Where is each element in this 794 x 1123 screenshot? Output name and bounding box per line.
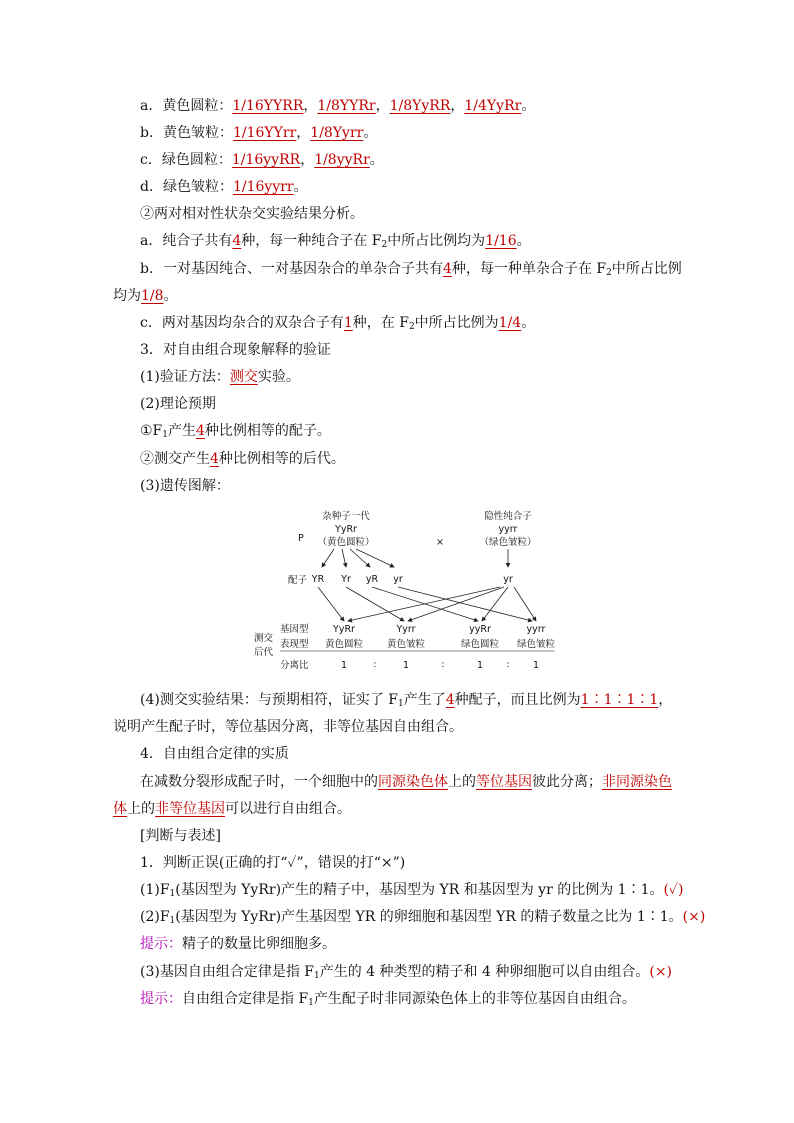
subscript: 1 xyxy=(162,430,168,440)
tip-label: 提示： xyxy=(140,991,182,1007)
subscript: 1 xyxy=(398,699,404,709)
prediction-gametes xyxy=(140,421,331,445)
text: c．两对基因均杂合的双杂合子有 xyxy=(140,315,344,331)
subscript: 1 xyxy=(169,889,176,899)
section-heading-verification: 3．对自由组合现象解释的验证 xyxy=(140,342,331,358)
punct: 。 xyxy=(521,315,536,331)
result-line xyxy=(140,690,672,714)
answer: 4 xyxy=(445,692,455,708)
text: 种，每一种纯合子在 F xyxy=(241,233,382,249)
subscript: 2 xyxy=(408,322,415,332)
text: (基因型为 YyRr)产生的精子中，基因型为 YR 和基因型为 yr 的比例为 1∶1。 xyxy=(175,882,664,898)
answer: 1/16yyrr xyxy=(232,179,294,195)
separator: ， xyxy=(375,98,390,114)
text: 中所占比例 xyxy=(611,261,682,277)
label: b．黄色皱粒： xyxy=(140,125,233,141)
answer: 1∶1∶1∶1 xyxy=(580,692,659,708)
paragraph-homozygous xyxy=(140,231,531,255)
punct: 。 xyxy=(521,98,536,114)
arrow xyxy=(350,549,370,567)
answer: 1/8 xyxy=(141,288,164,304)
answer: 1/16 xyxy=(485,233,517,249)
arrow xyxy=(482,587,508,621)
judge-mark: (✓) xyxy=(663,882,684,898)
answer: 测交 xyxy=(229,369,258,385)
row-phenotype-label: 表现型 xyxy=(280,639,309,650)
tip-text: 产生配子时非同源染色体上的非等位基因自由组合。 xyxy=(313,991,636,1007)
punct: 。 xyxy=(163,288,178,304)
offspring-ratio: 1 xyxy=(340,660,348,671)
text: (4)测交实验结果：与预期相符，证实了 F xyxy=(140,692,398,708)
tip-text: 自由组合定律是指 F xyxy=(182,991,309,1007)
arrow xyxy=(514,587,536,621)
row-genotype-label: 基因型 xyxy=(280,624,309,635)
line-green-round xyxy=(140,150,384,170)
side-label-testcross: 测交 xyxy=(254,633,274,644)
gamete-yr: yr xyxy=(393,574,403,585)
gamete-yR: yR xyxy=(365,574,379,585)
text: (2)F xyxy=(140,909,170,925)
text: 中所占比例为 xyxy=(414,315,499,331)
subscript: 1 xyxy=(308,998,314,1008)
judge-instruction: 1．判断正误(正确的打“✓”，错误的打“×”) xyxy=(140,855,406,871)
answer: 1/8YyRR xyxy=(389,98,451,114)
subscript: 2 xyxy=(606,268,612,278)
answer: 1/16YYRR xyxy=(232,98,304,114)
line-yellow-round xyxy=(140,96,535,116)
text: 上的 xyxy=(127,801,155,817)
paragraph-double-heterozygous xyxy=(140,313,535,337)
section-heading-essence: 4．自由组合定律的实质 xyxy=(140,746,289,762)
parent2-genotype: yyrr xyxy=(498,524,518,535)
ratio-separator: ∶ xyxy=(441,660,445,671)
parent1-title: 杂种子一代 xyxy=(322,511,370,522)
answer: 1/16YYrr xyxy=(232,125,297,141)
tip-1 xyxy=(140,934,336,954)
gamete-yr-recessive: yr xyxy=(503,574,513,585)
parent2-title: 隐性纯合子 xyxy=(484,511,532,522)
answer: 4 xyxy=(232,233,242,249)
answer: 4 xyxy=(210,451,219,467)
subscript: 1 xyxy=(314,971,320,981)
text: 可以进行自由组合。 xyxy=(225,801,351,817)
separator: ， xyxy=(300,152,315,168)
text: 在减数分裂形成配子时，一个细胞中的 xyxy=(140,774,378,790)
text: 实验。 xyxy=(257,369,300,385)
answer: 4 xyxy=(196,423,205,439)
answer: 1/4 xyxy=(498,315,522,331)
paragraph-single-heterozygous xyxy=(140,259,682,283)
text: 产生的 4 种类型的精子和 4 种卵细胞可以自由组合。 xyxy=(319,964,650,980)
label: a．黄色圆粒： xyxy=(140,98,233,114)
text: 中所占比例均为 xyxy=(387,233,486,249)
line-yellow-wrinkled xyxy=(140,123,377,143)
tip-text: 精子的数量比卵细胞多。 xyxy=(182,936,336,952)
answer: 1/4YyRr xyxy=(464,98,522,114)
subscript: 2 xyxy=(381,240,388,250)
arrow xyxy=(318,587,344,621)
text: 产生了 xyxy=(403,692,446,708)
offspring-genotype: yyRr xyxy=(469,624,491,635)
result-line-cont: 说明产生配子时，等位基因分离，非等位基因自由组合。 xyxy=(113,719,463,735)
arrow xyxy=(398,587,532,621)
separator: ， xyxy=(296,125,311,141)
answer: 等位基因 xyxy=(476,774,532,790)
parent1-phenotype: （黄色圆粒） xyxy=(317,537,375,548)
text: a．纯合子共有 xyxy=(140,233,233,249)
text: (1)F xyxy=(140,882,170,898)
judge-mark: (×) xyxy=(649,964,673,980)
offspring-phenotype: 黄色皱粒 xyxy=(386,639,426,650)
cross-symbol: × xyxy=(436,537,444,548)
offspring-ratio: 1 xyxy=(532,660,540,671)
paragraph-single-heterozygous-cont xyxy=(113,286,178,306)
answer: 1/8Yyrr xyxy=(310,125,364,141)
text: ②测交产生 xyxy=(140,451,210,467)
offspring-ratio: 1 xyxy=(402,660,410,671)
testcross-diagram xyxy=(250,505,560,680)
text: 均为 xyxy=(113,288,141,304)
answer: 1/8yyRr xyxy=(314,152,370,168)
text: 种比例相等的后代。 xyxy=(218,451,345,467)
text: 上的 xyxy=(448,774,476,790)
row-ratio-label: 分离比 xyxy=(280,660,309,671)
label: c．绿色圆粒： xyxy=(140,152,232,168)
offspring-phenotype: 绿色圆粒 xyxy=(460,639,500,650)
gamete-Yr: Yr xyxy=(341,574,351,585)
answer: 1 xyxy=(343,315,353,331)
p-label: P xyxy=(298,533,304,544)
offspring-ratio: 1 xyxy=(476,660,484,671)
text: b．一对基因纯合、一对基因杂合的单杂合子共有 xyxy=(140,261,443,277)
punct: 。 xyxy=(516,233,531,249)
method-line xyxy=(140,367,300,387)
subsection-heading: ②两对相对性状杂交实验结果分析。 xyxy=(140,206,364,222)
side-label-offspring: 后代 xyxy=(254,647,274,658)
text: 种配子，而且比例为 xyxy=(454,692,581,708)
offspring-phenotype: 绿色皱粒 xyxy=(516,639,556,650)
line-green-wrinkled xyxy=(140,177,308,197)
offspring-phenotype: 黄色圆粒 xyxy=(324,639,364,650)
text: 种比例相等的配子。 xyxy=(204,423,331,439)
judge-item-2 xyxy=(140,907,705,931)
text: 产生 xyxy=(168,423,196,439)
text: 种，每一种单杂合子在 F xyxy=(451,261,607,277)
judge-item-3 xyxy=(140,962,672,986)
text: 种，在 F xyxy=(352,315,409,331)
answer: 1/8YYRr xyxy=(317,98,376,114)
arrow xyxy=(348,587,500,621)
judge-mark: (×) xyxy=(682,909,706,925)
punct: 。 xyxy=(293,179,308,195)
text: 彼此分离； xyxy=(532,774,602,790)
gamete-label: 配子 xyxy=(288,575,308,586)
punct: 。 xyxy=(369,152,384,168)
punct: 。 xyxy=(363,125,378,141)
arrow xyxy=(346,587,404,621)
label: d．绿色皱粒： xyxy=(140,179,233,195)
prediction-offspring xyxy=(140,449,345,469)
judge-heading: [判断与表述] xyxy=(140,828,221,844)
ratio-separator: ∶ xyxy=(506,660,510,671)
judge-item-1 xyxy=(140,880,683,904)
text: (基因型为 YyRr)产生基因型 YR 的卵细胞和基因型 YR 的精子数量之比为 1∶1。 xyxy=(175,909,683,925)
offspring-genotype: yyrr xyxy=(526,624,546,635)
parent2-phenotype: （绿色皱粒） xyxy=(479,537,537,548)
separator: ， xyxy=(450,98,465,114)
offspring-genotype: YyRr xyxy=(333,624,355,635)
essence-line xyxy=(140,772,672,792)
prediction-heading: (2)理论预期 xyxy=(140,396,216,412)
answer: 1/16yyRR xyxy=(231,152,301,168)
gamete-YR: YR xyxy=(311,574,325,585)
answer: 非等位基因 xyxy=(155,801,225,817)
essence-line-cont xyxy=(113,799,351,819)
diagram-heading: (3)遗传图解： xyxy=(140,478,230,494)
answer: 同源染色体 xyxy=(378,774,448,790)
arrow xyxy=(356,549,394,567)
tip-label: 提示： xyxy=(140,936,182,952)
offspring-genotype: Yyrr xyxy=(396,624,416,635)
punct: ， xyxy=(658,692,673,708)
subscript: 1 xyxy=(169,916,176,926)
separator: ， xyxy=(303,98,318,114)
answer: 非同源染色 xyxy=(602,774,672,790)
answer: 体 xyxy=(113,801,127,817)
text: (1)验证方法： xyxy=(140,369,230,385)
ratio-separator: ∶ xyxy=(373,660,377,671)
text: (3)基因自由组合定律是指 F xyxy=(140,964,314,980)
arrow xyxy=(322,549,334,567)
arrow xyxy=(342,549,346,567)
text: ①F xyxy=(140,423,163,439)
answer: 4 xyxy=(442,261,452,277)
tip-2 xyxy=(140,989,636,1013)
parent1-genotype: YyRr xyxy=(335,524,357,535)
